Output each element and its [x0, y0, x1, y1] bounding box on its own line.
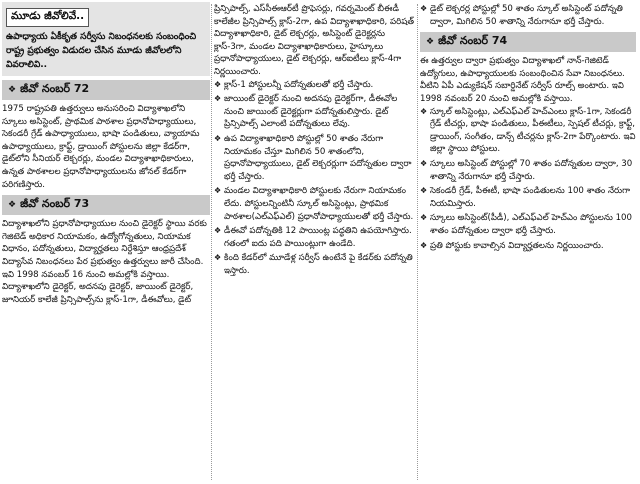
diamond-bullet-icon: ❖: [214, 133, 222, 143]
diamond-bullet-icon: ❖: [420, 240, 428, 250]
diamond-bullet-icon: ❖: [420, 158, 428, 168]
ornament-icon: ❖: [426, 37, 435, 48]
list-item: ❖ స్కూలు అసిస్టెంట్ పోస్టుల్లో 70 శాతం పదోన్నతుల ద్వారా, 30 శాతాన్ని నేరుగానూ భర్తీ చేస్తారు.: [420, 158, 633, 182]
lead-box: [2, 2, 210, 76]
list-item: ❖ జాయింట్ డైరెక్టర్ నుంచి అదనపు డైరెక్టర్‌గా, డీఈవోల నుంచి జాయింట్ డైరెక్టర్లుగా పదోన్నతులిస్తారు. డైట్ ప్రిన్సిపాల్స్ ఎలాంటి పదోన్నతులు లేవు.: [214, 94, 398, 130]
diamond-bullet-icon: ❖: [420, 213, 428, 223]
go73-heading: [2, 195, 210, 215]
list-item: ❖ సెకండరీ గ్రేడ్, పీఈటీ, భాషా పండితులను 100 శాతం నేరుగా నియమిస్తారు.: [420, 186, 631, 209]
list-item: ❖ కింది కేడర్‌లో మూడేళ్ల సర్వీస్ ఉంటేనే పై కేడర్‌కు పదోన్నతి ఇస్తారు.: [214, 253, 413, 276]
diamond-bullet-icon: ❖: [214, 226, 222, 236]
diamond-bullet-icon: ❖: [420, 106, 428, 116]
column-divider: [417, 4, 418, 480]
column-divider: [211, 4, 212, 480]
list-item: ❖ డీఈవో పదోన్నతికి 12 పాయింట్ల పద్ధతిని ఉపయోగిస్తారు. గతంలో ఐదు పది పాయింట్లుగా ఉండేది.: [214, 226, 412, 249]
go74-text: ఈ ఉత్తర్వుల ద్వారా ప్రభుత్వం విద్యాశాఖలో నాన్-గెజిటెడ్ ఉద్యోగులు, ఉపాధ్యాయులకు సంబంధించిన సేవా నిబంధనలు. వీటిని ఏపీ ఎడ్యుకేషన్ సబార్డినేట్ సర్వీస్ రూల్స్ అంటారు. ఇవి 1998 నవంబర్ 20 నుంచి అమల్లోకి వస్తాయి.: [420, 56, 625, 104]
column-2: [214, 0, 416, 279]
diamond-bullet-icon: ❖: [214, 94, 222, 104]
go73-bullet-list: [214, 79, 416, 278]
go74-heading: [420, 32, 636, 52]
list-item: ❖ మండల విద్యాశాఖాధికారి పోస్టులకు నేరుగా నియామకం లేదు. పోస్టులన్నింటినీ స్కూల్ అసిస్టెంట్లు, ప్రాథమిక పాఠశాల(ఎల్‌ఎఫ్‌ఎల్) ప్రధానోపాధ్యాయులతో భర్తీ చేస్తారు.: [214, 186, 414, 222]
list-item: ❖ ఉప విద్యాశాఖాధికారి పోస్టుల్లో 50 శాతం నేరుగా నియామకం చేస్తూ మిగిలిన 50 శాతంలోని, ప్రధానోపాధ్యాయులు, డైట్ లెక్చరర్లుగా పదోన్నతుల ద్వారా భర్తీ చేస్తారు.: [214, 133, 412, 182]
go73-bullet-list-cont: [420, 3, 636, 28]
go74-bullet-list: [420, 106, 636, 253]
column-3: [420, 0, 636, 254]
list-item: ❖ స్కూలు అసిస్టెంట్(పీడీ), ఎల్‌ఎఫ్‌ఎల్ హెచ్‌ఎం పోస్టులను 100 శాతం పదోన్నతుల ద్వారా భర్తీ చేస్తారు.: [420, 213, 632, 236]
diamond-bullet-icon: ❖: [214, 253, 222, 263]
diamond-bullet-icon: ❖: [420, 186, 428, 196]
ornament-icon: ❖: [8, 85, 17, 95]
go73-heading-label: జీవో నంబర్ 73: [20, 197, 90, 211]
go73-continuation: ప్రిన్సిపాల్స్, ఎస్‌సీఈఆర్‌టీ ప్రొఫెసర్లు, గవర్నమెంట్ బీఈడీ కాలేజీల ప్రిన్సిపాల్స్ క్లాస్-2గా, ఉప విద్యాశాఖాధికారి, పరిషత్ విద్యాశాఖాధికారి, డైట్ లెక్చరర్లు, అసిస్టెంట్ డైరెక్టర్లను క్లాస్-3గా, మండల విద్యాశాఖాధికారులు, హైస్కూలు ప్రధానోపాధ్యాయులు, డైట్ లెక్చరర్లు, ఆర్‌ఐటీలు క్లాస్-4గా నిర్ణయించారు.: [214, 4, 415, 77]
diamond-bullet-icon: ❖: [214, 79, 222, 89]
lead-text: ఉపాధ్యాయ ఏకీకృత సర్వీసు నిబంధనలకు సంబంధించి రాష్ట్ర ప్రభుత్వం విడుదల చేసిన మూడు జీవోలలోని వివరాలివి..: [6, 32, 197, 70]
list-item: ❖ డైట్ లెక్చరర్ల పోస్టుల్లో 50 శాతం స్కూల్ అసిస్టెంట్ పదోన్నతి ద్వారా, మిగిలిన 50 శాతాన్ని నేరుగానూ భర్తీ చేస్తారు.: [420, 4, 623, 27]
list-item: ❖ ప్రతి పోస్టుకు కావాల్సిన విద్యార్హతలను నిర్ణయించారు.: [420, 240, 604, 251]
list-item: ❖ క్లాస్-1 పోస్టులన్నీ పదోన్నతులతో భర్తీ చేస్తారు.: [214, 79, 374, 90]
diamond-bullet-icon: ❖: [420, 4, 428, 13]
go73-text: విద్యాశాఖలోని ప్రధానోపాధ్యాయుల నుంచి డైరెక్టర్ స్థాయి వరకు గెజిటెడ్ అధికార నియామకం, ఉద్యోగోన్నతులు, నియామక విధానం, పదోన్నతులు, విద్యార్హతలు నిర్దేశిస్తూ ఆంధ్రప్రదేశ్ విద్యాసేవ నిబంధనలు పేర ప్రభుత్వం ఉత్తర్వులు జారీ చేసింది. ఇవి 1998 నవంబర్ 16 నుంచి అమల్లోకి వస్తాయి. విద్యాశాఖలోని డైరెక్టర్, అదనపు డైరెక్టర్, జాయింట్ డైరెక్టర్, జూనియర్ కాలేజీ ప్రిన్సిపాల్స్‌ను క్లాస్-1గా, డీఈవోలు, డైట్: [2, 219, 207, 305]
go74-heading-label: జీవో నంబర్ 74: [438, 34, 508, 48]
go72-heading: [2, 80, 210, 100]
diamond-bullet-icon: ❖: [214, 186, 222, 196]
ornament-icon: ❖: [8, 200, 17, 211]
lead-title: మూడు జీవోలివే..: [6, 8, 89, 27]
list-item: ❖ స్కూల్ అసిస్టెంట్లు, ఎల్‌ఎఫ్‌ఎల్ హెచ్‌ఎంలు క్లాస్-1గా, సెకండరీ గ్రేడ్ టీచర్లు, భాషా పండితులు, పీఈటీలు, స్పెషల్ టీచర్లు, క్రాఫ్ట్, డ్రాయింగ్, సంగీతం, డాన్స్ టీచర్లను క్లాస్-2గా పేర్కొంటారు. ఇవి జిల్లా స్థాయి పోస్టులు.: [420, 106, 636, 155]
column-1: [2, 0, 210, 306]
go72-text: 1975 రాష్ట్రపతి ఉత్తర్వులు అనుసరించి విద్యాశాఖలోని స్కూలు అసిస్టెంట్, ప్రాథమిక పాఠశాల ప్రధానోపాధ్యాయులు, సెకండరీ గ్రేడ్ ఉపాధ్యాయులు, భాషా పండితులు, వ్యాయామ ఉపాధ్యాయులు, క్రాఫ్ట్, డ్రాయింగ్ పోస్టులను జిల్లా కేడర్‌గా, డైట్‌లోని సీనియర్ లెక్చరర్లు, మండల విద్యాశాఖాధికారులు, ఉన్నత పాఠశాలల ప్రధానోపాధ్యాయులను జోనల్ కేడర్‌గా పరిగణిస్తారు.: [2, 104, 200, 190]
go72-heading-label: జీవో నంబర్ 72: [20, 82, 90, 95]
